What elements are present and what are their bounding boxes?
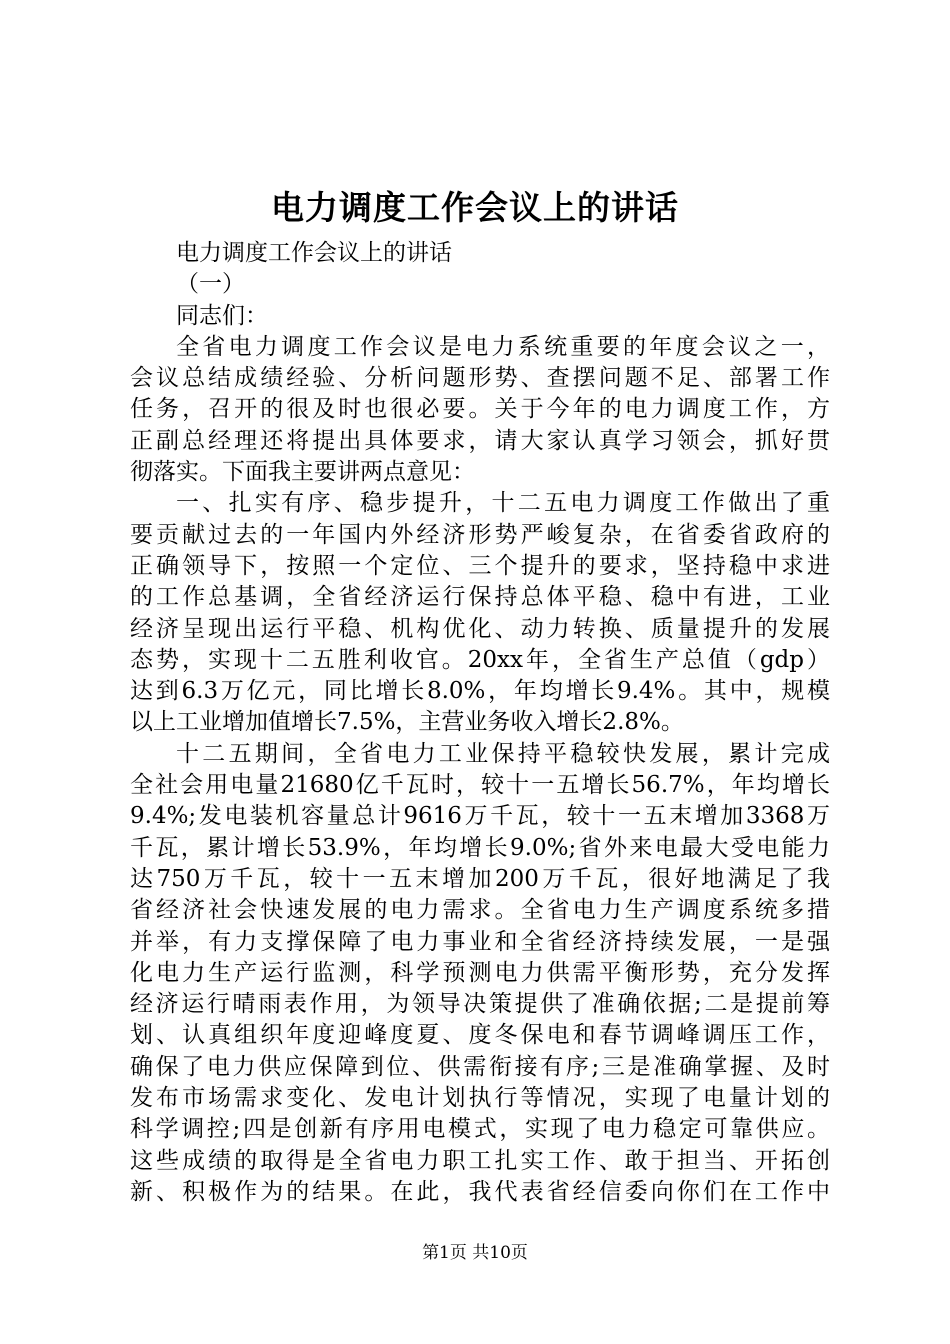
body-line: 的工作总基调，全省经济运行保持总体平稳、稳中有进，工业 xyxy=(130,584,830,611)
body-line: 会议总结成绩经验、分析问题形势、查摆问题不足、部署工作 xyxy=(130,365,830,392)
body-line: 一、扎实有序、稳步提升，十二五电力调度工作做出了重 xyxy=(176,490,830,517)
page-footer: 第1页 共10页 xyxy=(422,1243,528,1263)
body-line: 省经济社会快速发展的电力需求。全省电力生产调度系统多措 xyxy=(130,897,830,924)
body-line: 达750万千瓦，较十一五末增加200万千瓦，很好地满足了我 xyxy=(130,865,830,892)
body-line: 十二五期间，全省电力工业保持平稳较快发展，累计完成 xyxy=(176,740,830,767)
body-line: 化电力生产运行监测，科学预测电力供需平衡形势，充分发挥 xyxy=(130,959,830,986)
body-line: 全省电力调度工作会议是电力系统重要的年度会议之一， xyxy=(176,333,830,360)
body-line: 态势，实现十二五胜利收官。20xx年，全省生产总值（gdp） xyxy=(130,646,830,673)
body-line: 划、认真组织年度迎峰度夏、度冬保电和春节调峰调压工作， xyxy=(130,1022,830,1049)
body-line: 新、积极作为的结果。在此，我代表省经信委向你们在工作中 xyxy=(130,1178,830,1205)
body-line: 经济运行晴雨表作用，为领导决策提供了准确依据;二是提前筹 xyxy=(130,991,830,1018)
body-line: 这些成绩的取得是全省电力职工扎实工作、敢于担当、开拓创 xyxy=(130,1147,830,1174)
body-line: 正确领导下，按照一个定位、三个提升的要求，坚持稳中求进 xyxy=(130,552,830,579)
body-line: 千瓦，累计增长53.9%，年均增长9.0%;省外来电最大受电能力 xyxy=(130,834,830,861)
document-title: 电力调度工作会议上的讲话 xyxy=(271,188,679,227)
body-line: （一） xyxy=(176,271,245,298)
body-line: 任务，召开的很及时也很必要。关于今年的电力调度工作，方 xyxy=(130,396,830,423)
body-line: 科学调控;四是创新有序用电模式，实现了电力稳定可靠供应。 xyxy=(130,1116,830,1143)
body-line: 发布市场需求变化、发电计划执行等情况，实现了电量计划的 xyxy=(130,1085,830,1112)
body-line: 全社会用电量21680亿千瓦时，较十一五增长56.7%，年均增长 xyxy=(130,772,830,799)
body-line: 达到6.3万亿元，同比增长8.0%，年均增长9.4%。其中，规模 xyxy=(130,678,830,705)
body-line: 正副总经理还将提出具体要求，请大家认真学习领会，抓好贯 xyxy=(130,427,830,454)
body-line: 以上工业增加值增长7.5%，主营业务收入增长2.8%。 xyxy=(130,709,684,736)
body-line: 同志们： xyxy=(176,302,268,329)
body-line: 要贡献过去的一年国内外经济形势严峻复杂，在省委省政府的 xyxy=(130,521,830,548)
body-line: 9.4%;发电装机容量总计9616万千瓦，较十一五末增加3368万 xyxy=(130,803,830,830)
body-line: 确保了电力供应保障到位、供需衔接有序;三是准确掌握、及时 xyxy=(130,1053,830,1080)
body-line: 彻落实。下面我主要讲两点意见： xyxy=(130,459,475,486)
body-line: 经济呈现出运行平稳、机构优化、动力转换、质量提升的发展 xyxy=(130,615,830,642)
body-line: 并举，有力支撑保障了电力事业和全省经济持续发展，一是强 xyxy=(130,928,830,955)
body-line: 电力调度工作会议上的讲话 xyxy=(176,240,452,266)
document-body xyxy=(130,238,830,1208)
